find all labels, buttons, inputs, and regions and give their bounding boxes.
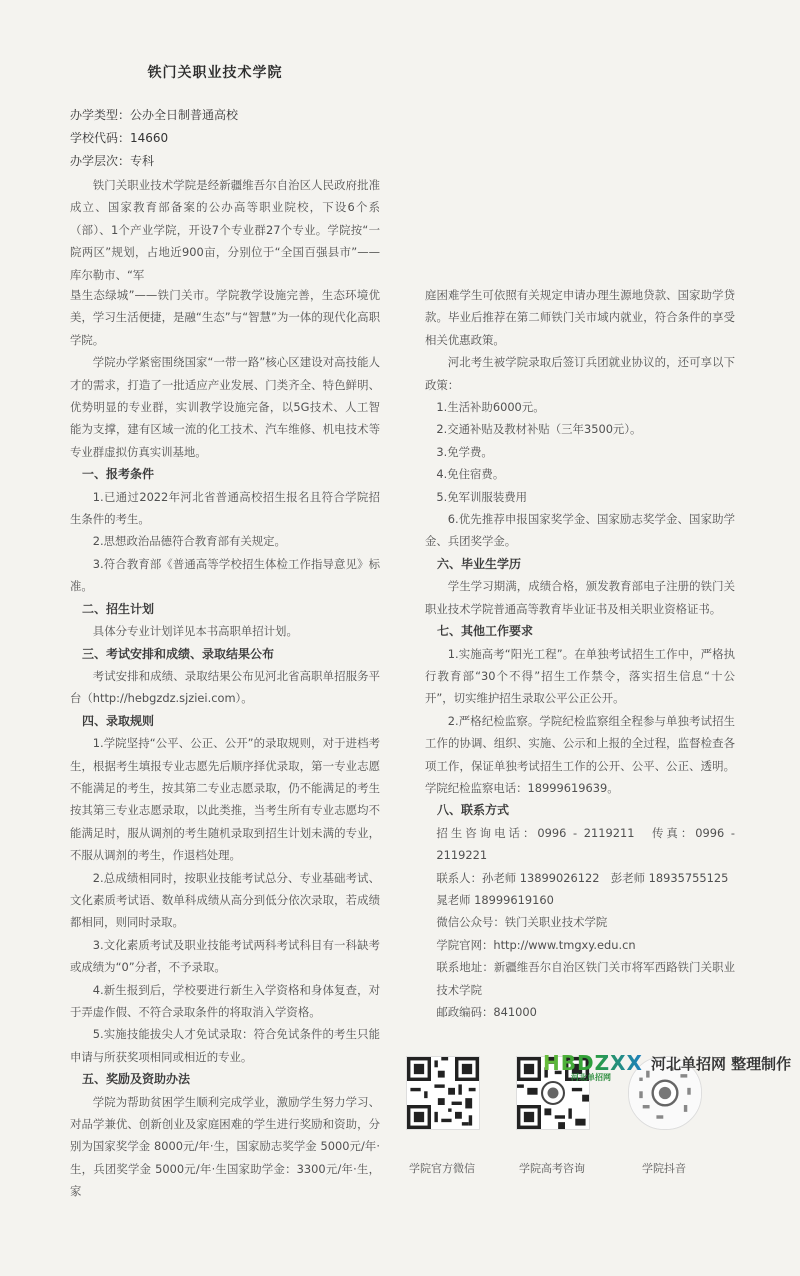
contact-wechat: 微信公众号：铁门关职业技术学院 <box>436 915 608 930</box>
school-meta <box>70 104 400 173</box>
qr-caption: 学院官方微信 <box>409 1162 475 1175</box>
paragraph: 2.总成绩相同时，按职业技能考试总分、专业基础考试、文化素质考试语、数单科成绩从高分到低分依次录取，若成绩都相同，则同时录取。 <box>70 870 380 930</box>
policy-item: 6.优先推荐申报国家奖学金、国家励志奖学金、国家助学金、兵团奖学金。 <box>425 512 735 549</box>
intro-paragraph: 铁门关职业技术学院是经新疆维吾尔自治区人民政府批准成立、国家教育部备案的公办高等职业院校，下设6个系（部）、1个产业学院，开设7个专业群27个专业。学院按“一院两区”规划，占地近900亩，分别位于“全国百强县市”——库尔勒市、“军 <box>70 178 380 282</box>
qr-code-icon <box>407 1057 479 1129</box>
paragraph: 学生学习期满，成绩合格，颁发教育部电子注册的铁门关职业技术学院普通高等教育毕业证书及相关职业资格证书。 <box>425 579 735 616</box>
contact-postcode: 邮政编码：841000 <box>436 1005 537 1019</box>
paragraph: 5.实施技能拔尖人才免试录取：符合免试条件的考生只能申请与所获奖项相同或相近的专业。 <box>70 1027 380 1064</box>
paragraph-continued: 庭困难学生可依照有关规定申请办理生源地贷款、国家助学贷款。毕业后推荐在第二师铁门关市域内就业，符合条件的享受相关优惠政策。 <box>425 288 735 347</box>
paragraph: 1.已通过2022年河北省普通高校招生报名且符合学院招生条件的考生。 <box>70 489 380 527</box>
watermark-logo: HBDZXX <box>543 1051 643 1075</box>
meta-type: 办学类型：公办全日制普通高校 <box>70 108 239 122</box>
paragraph: 4.新生报到后，学校要进行新生入学资格和身体复查，对于弄虚作假、不符合录取条件的将取消入学资格。 <box>70 982 380 1019</box>
qr-caption: 学院高考咨询 <box>519 1162 585 1175</box>
policy-item: 1.生活补助6000元。 <box>436 400 545 415</box>
watermark <box>543 1048 792 1082</box>
section-heading: 二、招生计划 <box>82 601 155 616</box>
paragraph: 具体分专业计划详见本书高职单招计划。 <box>92 624 298 639</box>
policy-item: 2.交通补贴及教材补贴（三年3500元）。 <box>436 422 642 437</box>
policy-item: 5.免军训服装费用 <box>436 489 527 504</box>
contact-phone: 招生咨询电话：0996 - 2119211 传真：0996 - 2119221 <box>436 825 735 863</box>
meta-level: 办学层次：专科 <box>70 154 155 168</box>
watermark-logo-subtitle: 河北单招网 <box>571 1073 611 1082</box>
left-column <box>70 284 380 1203</box>
contact-person: 联系人：孙老师 13899026122 彭老师 18935755125 <box>436 870 729 885</box>
section-heading: 五、奖励及资助办法 <box>82 1072 191 1087</box>
section-heading: 三、考试安排和成绩、录取结果公布 <box>82 646 275 661</box>
paragraph: 1.学院坚持“公平、公正、公开”的录取规则，对于进档考生，根据考生填报专业志愿先后顺序择优录取，第一专业志愿不能满足的考生，按其第二专业志愿录取，仍不能满足的考生按其第三专业志愿录取，以此类推，当考生所有专业志愿均不能满足时，服从调剂的考生随机录取到招生计划未满的专业，不服从调剂的考生，作退档处理。 <box>70 736 380 863</box>
paragraph: 2.严格纪检监察。学院纪检监察组全程参与单独考试招生工作的协调、组织、实施、公示和上报的全过程，监督检查各项工作，保证单独考试招生工作的公开、公平、公正、透明。学院纪检监察电话：18999619639。 <box>425 713 735 795</box>
section-heading: 七、其他工作要求 <box>437 624 534 639</box>
qr-caption: 学院抖音 <box>642 1162 686 1175</box>
paragraph: 2.思想政治品德符合教育部有关规定。 <box>92 534 286 549</box>
right-column <box>425 284 735 1023</box>
paragraph: 考试安排和成绩、录取结果公布见河北省高职单招服务平台（http://hebgzdz.sjziei.com）。 <box>70 668 380 706</box>
intro-top <box>70 174 380 286</box>
paragraph: 1.实施高考“阳光工程”。在单独考试招生工作中，严格执行教育部“30个不得”招生工作禁令，落实招生信息“十公开”，切实维护招生录取公平公正公开。 <box>425 646 735 706</box>
qr-code-wechat[interactable] <box>406 1056 480 1130</box>
page-title: 铁门关职业技术学院 <box>147 65 283 81</box>
meta-code: 学校代码：14660 <box>70 131 169 145</box>
paragraph: 河北考生被学院录取后签订兵团就业协议的，还可享以下政策： <box>425 355 735 392</box>
paragraph: 学院为帮助贫困学生顺利完成学业，激励学生努力学习、对品学兼优、创新创业及家庭困难的学生进行奖励和资助，分别为国家奖学金 8000元/年·生，国家励志奖学金 5000元/年·生，兵团奖学金 5000元/年·生国家助学金：3300元/年·生，家 <box>70 1094 380 1199</box>
contact-website: 学院官网：http://www.tmgxy.edu.cn <box>436 937 636 952</box>
section-heading: 六、毕业生学历 <box>437 556 522 571</box>
contact-address: 联系地址：新疆维吾尔自治区铁门关市将军西路铁门关职业技术学院 <box>436 960 735 997</box>
intro-continued: 垦生态绿城”——铁门关市。学院教学设施完善，生态环境优美，学习生活便捷，是融“生态”与“智慧”为一体的现代化高职学院。 <box>70 288 380 347</box>
contact-person: 晁老师 18999619160 <box>436 892 554 907</box>
paragraph: 3.符合教育部《普通高等学校招生体检工作指导意见》标准。 <box>70 556 380 594</box>
section-heading: 一、报考条件 <box>82 467 155 482</box>
intro-paragraph-2: 学院办学紧密围绕国家“一带一路”核心区建设对高技能人才的需求，打造了一批适应产业发展、门类齐全、特色鲜明、优势明显的专业群，实训教学设施完备，以5G技术、人工智能为支撑，建有区域一流的化工技术、汽车维修、机电技术等专业群虚拟仿真实训基地。 <box>70 355 380 459</box>
paragraph: 3.文化素质考试及职业技能考试两科考试科目有一科缺考或成绩为“0”分者，不予录取。 <box>70 937 380 975</box>
section-heading: 四、录取规则 <box>82 713 155 728</box>
watermark-text: 河北单招网 整理制作 <box>650 1054 792 1073</box>
policy-item: 3.免学费。 <box>436 444 493 459</box>
section-heading: 八、联系方式 <box>437 803 510 818</box>
policy-item: 4.免住宿费。 <box>436 467 505 482</box>
